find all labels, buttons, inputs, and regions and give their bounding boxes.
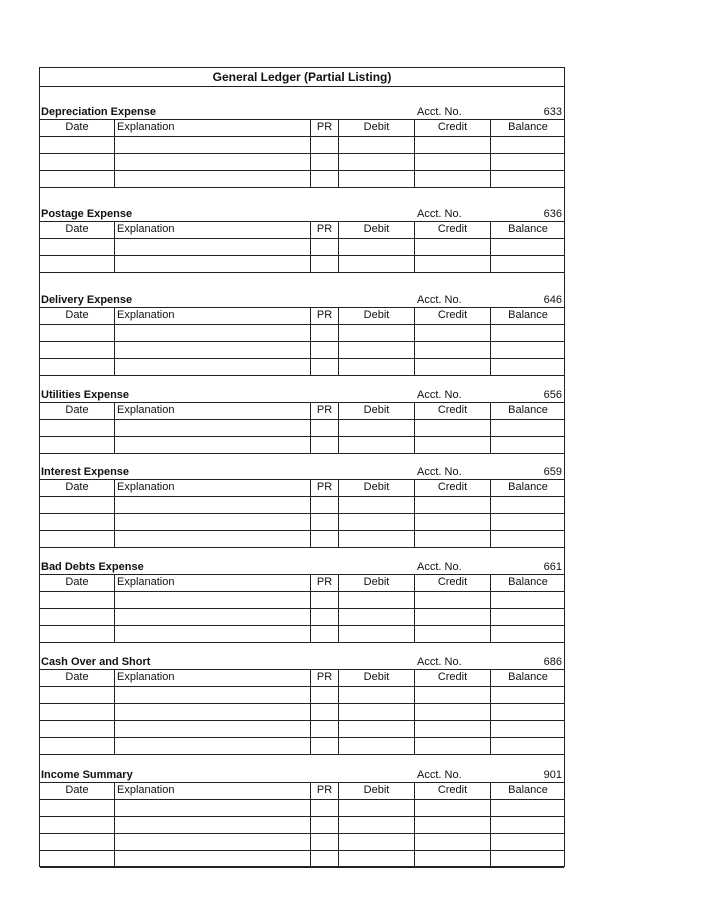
column-header-balance: Balance (508, 223, 548, 235)
column-header-date: Date (40, 119, 115, 136)
ledger-entry-row[interactable] (40, 170, 564, 188)
entry-cell-balance[interactable] (491, 238, 565, 255)
column-header-date: Date (40, 782, 115, 799)
entry-cell-pr[interactable] (311, 686, 339, 703)
entry-cell-date[interactable] (40, 703, 115, 720)
entry-cell-credit[interactable] (415, 816, 491, 833)
entry-cell-debit[interactable] (339, 513, 415, 530)
entry-cell-pr[interactable] (311, 850, 339, 867)
entry-cell-debit[interactable] (339, 436, 415, 453)
entry-cell-pr[interactable] (311, 255, 339, 272)
ledger-entry-row[interactable] (40, 530, 564, 548)
entry-cell-date[interactable] (40, 737, 115, 754)
entry-cell-balance[interactable] (491, 816, 565, 833)
column-header-credit: Credit (415, 574, 491, 591)
entry-cell-credit[interactable] (415, 358, 491, 375)
ledger-entry-row[interactable] (40, 591, 564, 609)
entry-cell-explanation[interactable] (115, 324, 311, 341)
entry-cell-credit[interactable] (415, 799, 491, 816)
entry-cell-credit[interactable] (415, 833, 491, 850)
entry-cell-date[interactable] (40, 153, 115, 170)
entry-cell-debit[interactable] (339, 833, 415, 850)
entry-cell-balance[interactable] (491, 686, 565, 703)
entry-cell-explanation[interactable] (115, 816, 311, 833)
entry-cell-date[interactable] (40, 170, 115, 187)
entry-cell-balance[interactable] (491, 737, 565, 754)
entry-cell-explanation[interactable] (115, 608, 311, 625)
entry-cell-debit[interactable] (339, 496, 415, 513)
entry-cell-pr[interactable] (311, 324, 339, 341)
entry-cell-balance[interactable] (491, 850, 565, 867)
entry-cell-debit[interactable] (339, 324, 415, 341)
entry-cell-explanation[interactable] (115, 703, 311, 720)
entry-cell-debit[interactable] (339, 358, 415, 375)
entry-cell-explanation[interactable] (115, 686, 311, 703)
entry-cell-pr[interactable] (311, 513, 339, 530)
entry-cell-debit[interactable] (339, 686, 415, 703)
entry-cell-credit[interactable] (415, 608, 491, 625)
entry-cell-balance[interactable] (491, 419, 565, 436)
entry-cell-balance[interactable] (491, 833, 565, 850)
entry-cell-date[interactable] (40, 419, 115, 436)
ledger-entry-row[interactable] (40, 255, 564, 273)
entry-cell-explanation[interactable] (115, 513, 311, 530)
entry-cell-date[interactable] (40, 625, 115, 642)
entry-cell-debit[interactable] (339, 591, 415, 608)
entry-cell-date[interactable] (40, 341, 115, 358)
column-header-row (40, 479, 564, 497)
entry-cell-debit[interactable] (339, 608, 415, 625)
entry-cell-credit[interactable] (415, 513, 491, 530)
account-header (40, 652, 564, 670)
entry-cell-date[interactable] (40, 513, 115, 530)
entry-cell-balance[interactable] (491, 358, 565, 375)
entry-cell-pr[interactable] (311, 153, 339, 170)
column-header-explanation: Explanation (115, 479, 311, 496)
entry-cell-debit[interactable] (339, 255, 415, 272)
column-header-credit: Credit (415, 307, 491, 324)
column-header-pr: PR (311, 221, 339, 238)
ledger-entry-row[interactable] (40, 513, 564, 531)
ledger-entry-row[interactable] (40, 136, 564, 154)
entry-cell-explanation[interactable] (115, 341, 311, 358)
account-header (40, 385, 564, 403)
entry-cell-debit[interactable] (339, 799, 415, 816)
account-number-label: Acct. No. (417, 208, 462, 220)
account-name: Depreciation Expense (41, 106, 156, 118)
column-header-pr: PR (311, 479, 339, 496)
ledger-entry-row[interactable] (40, 720, 564, 738)
account-name: Utilities Expense (41, 389, 130, 401)
column-header-explanation: Explanation (115, 221, 311, 238)
account-name: Postage Expense (41, 208, 133, 220)
column-header-pr: PR (311, 119, 339, 136)
entry-cell-credit[interactable] (415, 170, 491, 187)
ledger-entry-row[interactable] (40, 703, 564, 721)
entry-cell-debit[interactable] (339, 170, 415, 187)
ledger-title: General Ledger (Partial Listing) (40, 68, 564, 87)
column-header-debit: Debit (339, 221, 415, 238)
column-header-pr: PR (311, 574, 339, 591)
account-number: 659 (543, 466, 562, 478)
entry-cell-debit[interactable] (339, 153, 415, 170)
account-name: Bad Debts Expense (41, 561, 144, 573)
entry-cell-pr[interactable] (311, 170, 339, 187)
account-name: Interest Expense (41, 466, 130, 478)
entry-cell-pr[interactable] (311, 341, 339, 358)
account-header (40, 765, 564, 783)
column-header-debit: Debit (339, 402, 415, 419)
column-header-row (40, 119, 564, 137)
column-header-date: Date (40, 402, 115, 419)
entry-cell-date[interactable] (40, 255, 115, 272)
entry-cell-debit[interactable] (339, 703, 415, 720)
entry-cell-pr[interactable] (311, 720, 339, 737)
entry-cell-explanation[interactable] (115, 238, 311, 255)
column-header-date: Date (40, 574, 115, 591)
account-header (40, 462, 564, 480)
entry-cell-balance[interactable] (491, 170, 565, 187)
account-number-label: Acct. No. (417, 389, 462, 401)
entry-cell-debit[interactable] (339, 530, 415, 547)
column-header-credit: Credit (415, 402, 491, 419)
ledger-entry-row[interactable] (40, 496, 564, 514)
entry-cell-date[interactable] (40, 496, 115, 513)
entry-cell-balance[interactable] (491, 608, 565, 625)
entry-cell-balance[interactable] (491, 153, 565, 170)
column-header-balance: Balance (508, 576, 548, 588)
entry-cell-pr[interactable] (311, 591, 339, 608)
general-ledger (39, 67, 565, 867)
entry-cell-explanation[interactable] (115, 436, 311, 453)
account-number: 661 (543, 561, 562, 573)
entry-cell-credit[interactable] (415, 496, 491, 513)
column-header-date: Date (40, 479, 115, 496)
entry-cell-explanation[interactable] (115, 530, 311, 547)
column-header-debit: Debit (339, 307, 415, 324)
entry-cell-credit[interactable] (415, 153, 491, 170)
column-header-row (40, 669, 564, 687)
account-number: 686 (543, 656, 562, 668)
column-header-date: Date (40, 221, 115, 238)
account-number: 901 (543, 769, 562, 781)
entry-cell-pr[interactable] (311, 737, 339, 754)
entry-cell-credit[interactable] (415, 530, 491, 547)
entry-cell-pr[interactable] (311, 833, 339, 850)
entry-cell-explanation[interactable] (115, 591, 311, 608)
entry-cell-explanation[interactable] (115, 625, 311, 642)
entry-cell-credit[interactable] (415, 850, 491, 867)
column-header-date: Date (40, 669, 115, 686)
account-number: 646 (543, 294, 562, 306)
entry-cell-pr[interactable] (311, 496, 339, 513)
column-header-balance: Balance (508, 309, 548, 321)
account-number: 656 (543, 389, 562, 401)
entry-cell-pr[interactable] (311, 816, 339, 833)
entry-cell-explanation[interactable] (115, 358, 311, 375)
entry-cell-credit[interactable] (415, 341, 491, 358)
entry-cell-credit[interactable] (415, 238, 491, 255)
column-header-debit: Debit (339, 479, 415, 496)
entry-cell-balance[interactable] (491, 341, 565, 358)
entry-cell-explanation[interactable] (115, 170, 311, 187)
entry-cell-debit[interactable] (339, 419, 415, 436)
entry-cell-credit[interactable] (415, 591, 491, 608)
column-header-explanation: Explanation (115, 669, 311, 686)
column-header-balance: Balance (508, 671, 548, 683)
entry-cell-pr[interactable] (311, 530, 339, 547)
entry-cell-pr[interactable] (311, 608, 339, 625)
entry-cell-credit[interactable] (415, 720, 491, 737)
column-header-credit: Credit (415, 669, 491, 686)
entry-cell-debit[interactable] (339, 720, 415, 737)
ledger-entry-row[interactable] (40, 341, 564, 359)
entry-cell-balance[interactable] (491, 703, 565, 720)
entry-cell-pr[interactable] (311, 136, 339, 153)
entry-cell-balance[interactable] (491, 720, 565, 737)
account-number-label: Acct. No. (417, 561, 462, 573)
entry-cell-pr[interactable] (311, 358, 339, 375)
account-number-label: Acct. No. (417, 466, 462, 478)
column-header-debit: Debit (339, 119, 415, 136)
entry-cell-debit[interactable] (339, 341, 415, 358)
entry-cell-debit[interactable] (339, 850, 415, 867)
entry-cell-explanation[interactable] (115, 737, 311, 754)
column-header-explanation: Explanation (115, 307, 311, 324)
account-name: Delivery Expense (41, 294, 133, 306)
entry-cell-credit[interactable] (415, 436, 491, 453)
entry-cell-explanation[interactable] (115, 255, 311, 272)
column-header-explanation: Explanation (115, 402, 311, 419)
column-header-date: Date (40, 307, 115, 324)
entry-cell-pr[interactable] (311, 238, 339, 255)
entry-cell-debit[interactable] (339, 136, 415, 153)
column-header-row (40, 574, 564, 592)
entry-cell-credit[interactable] (415, 737, 491, 754)
entry-cell-debit[interactable] (339, 737, 415, 754)
entry-cell-date[interactable] (40, 136, 115, 153)
entry-cell-credit[interactable] (415, 255, 491, 272)
column-header-pr: PR (311, 669, 339, 686)
entry-cell-explanation[interactable] (115, 833, 311, 850)
entry-cell-balance[interactable] (491, 436, 565, 453)
entry-cell-balance[interactable] (491, 591, 565, 608)
column-header-credit: Credit (415, 221, 491, 238)
column-header-credit: Credit (415, 479, 491, 496)
entry-cell-debit[interactable] (339, 816, 415, 833)
column-header-pr: PR (311, 402, 339, 419)
column-header-debit: Debit (339, 574, 415, 591)
account-header (40, 204, 564, 222)
entry-cell-date[interactable] (40, 833, 115, 850)
ledger-entry-row[interactable] (40, 833, 564, 851)
ledger-entry-row[interactable] (40, 850, 564, 868)
ledger-entry-row[interactable] (40, 238, 564, 256)
ledger-entry-row[interactable] (40, 686, 564, 704)
entry-cell-balance[interactable] (491, 496, 565, 513)
column-header-explanation: Explanation (115, 782, 311, 799)
account-header (40, 102, 564, 120)
entry-cell-date[interactable] (40, 686, 115, 703)
entry-cell-balance[interactable] (491, 625, 565, 642)
entry-cell-debit[interactable] (339, 238, 415, 255)
entry-cell-balance[interactable] (491, 255, 565, 272)
column-header-credit: Credit (415, 782, 491, 799)
column-header-credit: Credit (415, 119, 491, 136)
column-header-pr: PR (311, 307, 339, 324)
entry-cell-explanation[interactable] (115, 496, 311, 513)
entry-cell-balance[interactable] (491, 136, 565, 153)
entry-cell-date[interactable] (40, 850, 115, 867)
entry-cell-balance[interactable] (491, 799, 565, 816)
entry-cell-date[interactable] (40, 436, 115, 453)
ledger-entry-row[interactable] (40, 799, 564, 817)
column-header-debit: Debit (339, 782, 415, 799)
ledger-entry-row[interactable] (40, 153, 564, 171)
account-header (40, 290, 564, 308)
entry-cell-date[interactable] (40, 358, 115, 375)
entry-cell-credit[interactable] (415, 136, 491, 153)
account-number: 633 (543, 106, 562, 118)
account-header (40, 557, 564, 575)
ledger-entry-row[interactable] (40, 436, 564, 454)
entry-cell-date[interactable] (40, 591, 115, 608)
entry-cell-debit[interactable] (339, 625, 415, 642)
entry-cell-credit[interactable] (415, 419, 491, 436)
entry-cell-explanation[interactable] (115, 720, 311, 737)
ledger-entry-row[interactable] (40, 737, 564, 755)
column-header-balance: Balance (508, 481, 548, 493)
account-number-label: Acct. No. (417, 656, 462, 668)
entry-cell-balance[interactable] (491, 324, 565, 341)
entry-cell-credit[interactable] (415, 686, 491, 703)
entry-cell-date[interactable] (40, 238, 115, 255)
column-header-row (40, 221, 564, 239)
entry-cell-pr[interactable] (311, 436, 339, 453)
ledger-entry-row[interactable] (40, 419, 564, 437)
column-header-balance: Balance (508, 784, 548, 796)
ledger-entry-row[interactable] (40, 608, 564, 626)
entry-cell-date[interactable] (40, 530, 115, 547)
column-header-row (40, 402, 564, 420)
entry-cell-pr[interactable] (311, 419, 339, 436)
entry-cell-date[interactable] (40, 324, 115, 341)
entry-cell-date[interactable] (40, 608, 115, 625)
ledger-entry-row[interactable] (40, 358, 564, 376)
ledger-entry-row[interactable] (40, 625, 564, 643)
account-name: Cash Over and Short (41, 656, 151, 668)
entry-cell-credit[interactable] (415, 703, 491, 720)
entry-cell-pr[interactable] (311, 799, 339, 816)
entry-cell-explanation[interactable] (115, 850, 311, 867)
entry-cell-credit[interactable] (415, 324, 491, 341)
entry-cell-explanation[interactable] (115, 153, 311, 170)
entry-cell-explanation[interactable] (115, 799, 311, 816)
column-header-explanation: Explanation (115, 119, 311, 136)
account-number: 636 (543, 208, 562, 220)
entry-cell-pr[interactable] (311, 625, 339, 642)
ledger-entry-row[interactable] (40, 324, 564, 342)
entry-cell-pr[interactable] (311, 703, 339, 720)
column-header-debit: Debit (339, 669, 415, 686)
account-name: Income Summary (41, 769, 133, 781)
entry-cell-balance[interactable] (491, 513, 565, 530)
ledger-entry-row[interactable] (40, 816, 564, 834)
account-number-label: Acct. No. (417, 106, 462, 118)
column-header-balance: Balance (508, 404, 548, 416)
account-number-label: Acct. No. (417, 769, 462, 781)
column-header-row (40, 782, 564, 800)
entry-cell-balance[interactable] (491, 530, 565, 547)
column-header-pr: PR (311, 782, 339, 799)
column-header-row (40, 307, 564, 325)
column-header-explanation: Explanation (115, 574, 311, 591)
account-number-label: Acct. No. (417, 294, 462, 306)
entry-cell-date[interactable] (40, 720, 115, 737)
entry-cell-date[interactable] (40, 816, 115, 833)
entry-cell-explanation[interactable] (115, 419, 311, 436)
column-header-balance: Balance (508, 121, 548, 133)
entry-cell-date[interactable] (40, 799, 115, 816)
entry-cell-explanation[interactable] (115, 136, 311, 153)
entry-cell-credit[interactable] (415, 625, 491, 642)
